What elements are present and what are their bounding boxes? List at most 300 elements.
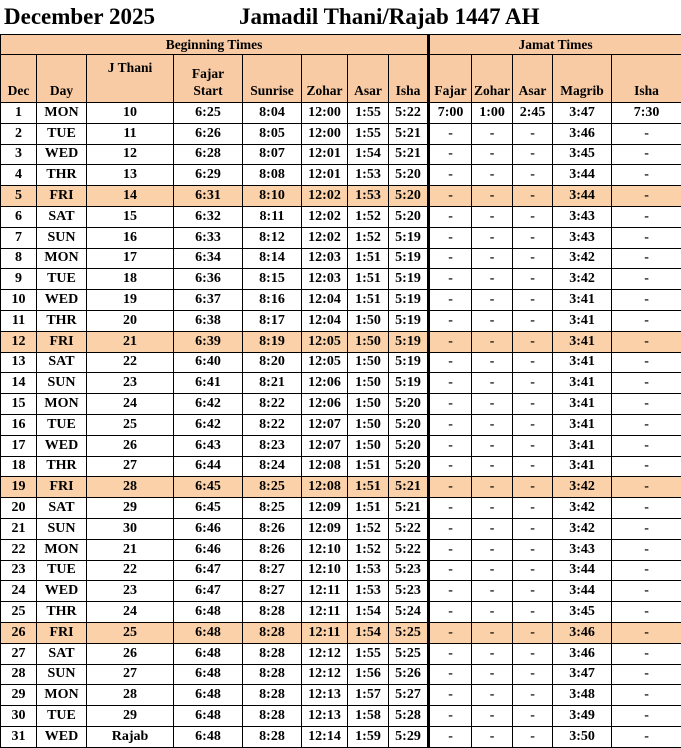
isha-cell: 5:23 bbox=[389, 581, 429, 602]
asar-cell: 1:50 bbox=[348, 394, 389, 415]
table-row bbox=[1, 726, 681, 747]
sunrise-cell: 8:16 bbox=[243, 290, 302, 311]
jamat-magrib-cell: 3:47 bbox=[553, 103, 612, 124]
isha-cell: 5:20 bbox=[389, 186, 429, 207]
jamat-isha-cell: - bbox=[612, 394, 681, 415]
jamat-zohar-cell: - bbox=[472, 123, 513, 144]
jamat-fajar-cell: - bbox=[429, 331, 472, 352]
fajar-start-cell: 6:42 bbox=[174, 394, 243, 415]
date-cell: 13 bbox=[1, 352, 37, 373]
sunrise-cell: 8:22 bbox=[243, 414, 302, 435]
jamat-fajar-cell: 7:00 bbox=[429, 103, 472, 124]
jamat-fajar-cell: - bbox=[429, 123, 472, 144]
jamat-magrib-cell: 3:42 bbox=[553, 269, 612, 290]
jamat-magrib-cell: 3:43 bbox=[553, 206, 612, 227]
day-cell: SUN bbox=[37, 227, 87, 248]
hijri-date-cell: 29 bbox=[87, 706, 174, 727]
jamat-isha-cell: - bbox=[612, 331, 681, 352]
asar-cell: 1:53 bbox=[348, 165, 389, 186]
isha-cell: 5:20 bbox=[389, 394, 429, 415]
sunrise-cell: 8:15 bbox=[243, 269, 302, 290]
date-cell: 12 bbox=[1, 331, 37, 352]
jamat-times-header: Jamat Times bbox=[429, 35, 681, 55]
hijri-date-cell: 28 bbox=[87, 685, 174, 706]
hijri-date-cell: 25 bbox=[87, 622, 174, 643]
jamat-isha-cell: - bbox=[612, 726, 681, 747]
sunrise-cell: 8:19 bbox=[243, 331, 302, 352]
jamat-zohar-cell: - bbox=[472, 518, 513, 539]
hijri-date-cell: 19 bbox=[87, 290, 174, 311]
isha-cell: 5:21 bbox=[389, 477, 429, 498]
jamat-isha-cell: - bbox=[612, 664, 681, 685]
asar-cell: 1:51 bbox=[348, 456, 389, 477]
hijri-date-cell: 21 bbox=[87, 331, 174, 352]
isha-cell: 5:19 bbox=[389, 310, 429, 331]
fajar-start-cell: 6:34 bbox=[174, 248, 243, 269]
asar-cell: 1:51 bbox=[348, 248, 389, 269]
asar-cell: 1:55 bbox=[348, 103, 389, 124]
zohar-cell: 12:02 bbox=[302, 186, 348, 207]
asar-cell: 1:51 bbox=[348, 477, 389, 498]
jamat-magrib-cell: 3:41 bbox=[553, 435, 612, 456]
jamat-zohar-cell: - bbox=[472, 560, 513, 581]
jamat-isha-cell: - bbox=[612, 352, 681, 373]
jamat-asar-cell: 2:45 bbox=[513, 103, 553, 124]
table-row bbox=[1, 186, 681, 207]
sunrise-cell: 8:26 bbox=[243, 518, 302, 539]
hijri-date-cell: 27 bbox=[87, 456, 174, 477]
jamat-asar-cell: - bbox=[513, 310, 553, 331]
jamat-magrib-cell: 3:49 bbox=[553, 706, 612, 727]
hijri-date-cell: 27 bbox=[87, 664, 174, 685]
isha-cell: 5:26 bbox=[389, 664, 429, 685]
day-cell: TUE bbox=[37, 560, 87, 581]
col-jamat-asar: Asar bbox=[513, 55, 553, 103]
jamat-magrib-cell: 3:46 bbox=[553, 643, 612, 664]
jamat-fajar-cell: - bbox=[429, 643, 472, 664]
date-cell: 28 bbox=[1, 664, 37, 685]
table-row bbox=[1, 539, 681, 560]
day-cell: FRI bbox=[37, 186, 87, 207]
jamat-isha-cell: - bbox=[612, 414, 681, 435]
sunrise-cell: 8:21 bbox=[243, 373, 302, 394]
jamat-zohar-cell: - bbox=[472, 165, 513, 186]
zohar-cell: 12:06 bbox=[302, 394, 348, 415]
date-cell: 22 bbox=[1, 539, 37, 560]
fajar-start-cell: 6:45 bbox=[174, 477, 243, 498]
isha-cell: 5:19 bbox=[389, 248, 429, 269]
jamat-zohar-cell: - bbox=[472, 456, 513, 477]
zohar-cell: 12:12 bbox=[302, 664, 348, 685]
jamat-isha-cell: - bbox=[612, 581, 681, 602]
jamat-isha-cell: - bbox=[612, 602, 681, 623]
day-cell: SAT bbox=[37, 206, 87, 227]
jamat-magrib-cell: 3:47 bbox=[553, 664, 612, 685]
sunrise-cell: 8:20 bbox=[243, 352, 302, 373]
sunrise-cell: 8:14 bbox=[243, 248, 302, 269]
jamat-magrib-cell: 3:41 bbox=[553, 290, 612, 311]
sunrise-cell: 8:28 bbox=[243, 706, 302, 727]
fajar-start-cell: 6:37 bbox=[174, 290, 243, 311]
jamat-zohar-cell: - bbox=[472, 726, 513, 747]
zohar-cell: 12:14 bbox=[302, 726, 348, 747]
jamat-fajar-cell: - bbox=[429, 144, 472, 165]
sunrise-cell: 8:25 bbox=[243, 498, 302, 519]
date-cell: 11 bbox=[1, 310, 37, 331]
jamat-magrib-cell: 3:44 bbox=[553, 165, 612, 186]
asar-cell: 1:53 bbox=[348, 581, 389, 602]
zohar-cell: 12:03 bbox=[302, 269, 348, 290]
day-cell: THR bbox=[37, 165, 87, 186]
jamat-isha-cell: - bbox=[612, 248, 681, 269]
jamat-asar-cell: - bbox=[513, 539, 553, 560]
day-cell: WED bbox=[37, 726, 87, 747]
asar-cell: 1:50 bbox=[348, 435, 389, 456]
jamat-isha-cell: - bbox=[612, 622, 681, 643]
zohar-cell: 12:07 bbox=[302, 435, 348, 456]
hijri-date-cell: 23 bbox=[87, 373, 174, 394]
asar-cell: 1:50 bbox=[348, 373, 389, 394]
jamat-asar-cell: - bbox=[513, 456, 553, 477]
date-cell: 4 bbox=[1, 165, 37, 186]
hijri-date-cell: 18 bbox=[87, 269, 174, 290]
jamat-zohar-cell: - bbox=[472, 206, 513, 227]
sunrise-cell: 8:08 bbox=[243, 165, 302, 186]
table-row bbox=[1, 435, 681, 456]
jamat-zohar-cell: - bbox=[472, 248, 513, 269]
jamat-fajar-cell: - bbox=[429, 518, 472, 539]
sunrise-cell: 8:23 bbox=[243, 435, 302, 456]
day-cell: THR bbox=[37, 602, 87, 623]
fajar-start-cell: 6:25 bbox=[174, 103, 243, 124]
fajar-start-cell: 6:28 bbox=[174, 144, 243, 165]
date-cell: 20 bbox=[1, 498, 37, 519]
isha-cell: 5:20 bbox=[389, 414, 429, 435]
hijri-date-cell: 28 bbox=[87, 477, 174, 498]
jamat-isha-cell: - bbox=[612, 310, 681, 331]
zohar-cell: 12:05 bbox=[302, 352, 348, 373]
jamat-zohar-cell: - bbox=[472, 498, 513, 519]
sunrise-cell: 8:28 bbox=[243, 643, 302, 664]
zohar-cell: 12:05 bbox=[302, 331, 348, 352]
jamat-magrib-cell: 3:41 bbox=[553, 352, 612, 373]
asar-cell: 1:50 bbox=[348, 414, 389, 435]
fajar-start-cell: 6:46 bbox=[174, 518, 243, 539]
asar-cell: 1:54 bbox=[348, 602, 389, 623]
date-cell: 1 bbox=[1, 103, 37, 124]
hijri-month-title: Jamadil Thani/Rajab 1447 AH bbox=[239, 3, 540, 31]
jamat-magrib-cell: 3:45 bbox=[553, 144, 612, 165]
col-jamat-magrib: Magrib bbox=[553, 55, 612, 103]
jamat-zohar-cell: - bbox=[472, 373, 513, 394]
zohar-cell: 12:04 bbox=[302, 290, 348, 311]
day-cell: SAT bbox=[37, 352, 87, 373]
fajar-start-cell: 6:39 bbox=[174, 331, 243, 352]
sunrise-cell: 8:25 bbox=[243, 477, 302, 498]
jamat-isha-cell: - bbox=[612, 227, 681, 248]
day-cell: TUE bbox=[37, 414, 87, 435]
jamat-fajar-cell: - bbox=[429, 560, 472, 581]
table-row bbox=[1, 394, 681, 415]
zohar-cell: 12:02 bbox=[302, 227, 348, 248]
table-row bbox=[1, 373, 681, 394]
jamat-zohar-cell: - bbox=[472, 581, 513, 602]
asar-cell: 1:50 bbox=[348, 331, 389, 352]
fajar-start-cell: 6:47 bbox=[174, 560, 243, 581]
jamat-asar-cell: - bbox=[513, 186, 553, 207]
jamat-zohar-cell: - bbox=[472, 643, 513, 664]
jamat-magrib-cell: 3:46 bbox=[553, 622, 612, 643]
sunrise-cell: 8:28 bbox=[243, 664, 302, 685]
jamat-asar-cell: - bbox=[513, 435, 553, 456]
date-cell: 9 bbox=[1, 269, 37, 290]
jamat-isha-cell: - bbox=[612, 456, 681, 477]
jamat-zohar-cell: - bbox=[472, 352, 513, 373]
day-cell: MON bbox=[37, 685, 87, 706]
jamat-zohar-cell: - bbox=[472, 394, 513, 415]
fajar-start-cell: 6:42 bbox=[174, 414, 243, 435]
isha-cell: 5:28 bbox=[389, 706, 429, 727]
jamat-asar-cell: - bbox=[513, 602, 553, 623]
jamat-fajar-cell: - bbox=[429, 685, 472, 706]
hijri-date-cell: 24 bbox=[87, 602, 174, 623]
fajar-start-cell: 6:41 bbox=[174, 373, 243, 394]
jamat-magrib-cell: 3:42 bbox=[553, 248, 612, 269]
col-sunrise: Sunrise bbox=[243, 55, 302, 103]
jamat-fajar-cell: - bbox=[429, 726, 472, 747]
sunrise-cell: 8:24 bbox=[243, 456, 302, 477]
sunrise-cell: 8:04 bbox=[243, 103, 302, 124]
jamat-magrib-cell: 3:41 bbox=[553, 394, 612, 415]
jamat-zohar-cell: - bbox=[472, 539, 513, 560]
day-cell: SAT bbox=[37, 643, 87, 664]
jamat-isha-cell: - bbox=[612, 498, 681, 519]
asar-cell: 1:58 bbox=[348, 706, 389, 727]
jamat-asar-cell: - bbox=[513, 518, 553, 539]
isha-cell: 5:21 bbox=[389, 144, 429, 165]
zohar-cell: 12:02 bbox=[302, 206, 348, 227]
hijri-date-cell: 16 bbox=[87, 227, 174, 248]
isha-cell: 5:20 bbox=[389, 435, 429, 456]
jamat-magrib-cell: 3:41 bbox=[553, 331, 612, 352]
zohar-cell: 12:06 bbox=[302, 373, 348, 394]
day-cell: WED bbox=[37, 144, 87, 165]
sunrise-cell: 8:05 bbox=[243, 123, 302, 144]
date-cell: 31 bbox=[1, 726, 37, 747]
jamat-asar-cell: - bbox=[513, 331, 553, 352]
jamat-fajar-cell: - bbox=[429, 269, 472, 290]
jamat-fajar-cell: - bbox=[429, 456, 472, 477]
jamat-isha-cell: - bbox=[612, 123, 681, 144]
jamat-isha-cell: - bbox=[612, 539, 681, 560]
jamat-zohar-cell: - bbox=[472, 144, 513, 165]
hijri-date-cell: 11 bbox=[87, 123, 174, 144]
table-row bbox=[1, 123, 681, 144]
table-row bbox=[1, 602, 681, 623]
jamat-fajar-cell: - bbox=[429, 664, 472, 685]
date-cell: 23 bbox=[1, 560, 37, 581]
sunrise-cell: 8:28 bbox=[243, 622, 302, 643]
table-row bbox=[1, 581, 681, 602]
zohar-cell: 12:01 bbox=[302, 144, 348, 165]
jamat-fajar-cell: - bbox=[429, 414, 472, 435]
fajar-start-cell: 6:32 bbox=[174, 206, 243, 227]
isha-cell: 5:22 bbox=[389, 539, 429, 560]
jamat-asar-cell: - bbox=[513, 269, 553, 290]
date-cell: 10 bbox=[1, 290, 37, 311]
zohar-cell: 12:08 bbox=[302, 456, 348, 477]
jamat-magrib-cell: 3:42 bbox=[553, 477, 612, 498]
jamat-isha-cell: - bbox=[612, 685, 681, 706]
asar-cell: 1:50 bbox=[348, 352, 389, 373]
hijri-date-cell: 15 bbox=[87, 206, 174, 227]
isha-cell: 5:20 bbox=[389, 206, 429, 227]
jamat-asar-cell: - bbox=[513, 165, 553, 186]
jamat-zohar-cell: - bbox=[472, 706, 513, 727]
jamat-asar-cell: - bbox=[513, 477, 553, 498]
hijri-date-cell: 29 bbox=[87, 498, 174, 519]
day-cell: FRI bbox=[37, 331, 87, 352]
isha-cell: 5:25 bbox=[389, 643, 429, 664]
fajar-start-cell: 6:38 bbox=[174, 310, 243, 331]
table-row bbox=[1, 456, 681, 477]
date-cell: 30 bbox=[1, 706, 37, 727]
jamat-fajar-cell: - bbox=[429, 165, 472, 186]
table-row bbox=[1, 290, 681, 311]
day-cell: FRI bbox=[37, 477, 87, 498]
table-row bbox=[1, 165, 681, 186]
jamat-fajar-cell: - bbox=[429, 248, 472, 269]
zohar-cell: 12:04 bbox=[302, 310, 348, 331]
date-cell: 15 bbox=[1, 394, 37, 415]
date-cell: 25 bbox=[1, 602, 37, 623]
fajar-start-cell: 6:48 bbox=[174, 622, 243, 643]
day-cell: WED bbox=[37, 581, 87, 602]
isha-cell: 5:24 bbox=[389, 602, 429, 623]
date-cell: 3 bbox=[1, 144, 37, 165]
zohar-cell: 12:01 bbox=[302, 165, 348, 186]
isha-cell: 5:22 bbox=[389, 103, 429, 124]
fajar-start-cell: 6:40 bbox=[174, 352, 243, 373]
asar-cell: 1:53 bbox=[348, 186, 389, 207]
beginning-times-header: Beginning Times bbox=[1, 35, 429, 55]
jamat-isha-cell: - bbox=[612, 373, 681, 394]
jamat-fajar-cell: - bbox=[429, 498, 472, 519]
table-row bbox=[1, 414, 681, 435]
table-row bbox=[1, 310, 681, 331]
col-jamat-zohar: Zohar bbox=[472, 55, 513, 103]
table-row bbox=[1, 498, 681, 519]
jamat-asar-cell: - bbox=[513, 394, 553, 415]
jamat-fajar-cell: - bbox=[429, 206, 472, 227]
jamat-isha-cell: - bbox=[612, 269, 681, 290]
jamat-zohar-cell: - bbox=[472, 186, 513, 207]
jamat-zohar-cell: - bbox=[472, 310, 513, 331]
col-dec: Dec bbox=[1, 55, 37, 103]
jamat-magrib-cell: 3:44 bbox=[553, 581, 612, 602]
asar-cell: 1:52 bbox=[348, 539, 389, 560]
jamat-zohar-cell: - bbox=[472, 622, 513, 643]
jamat-fajar-cell: - bbox=[429, 539, 472, 560]
table-row bbox=[1, 144, 681, 165]
isha-cell: 5:25 bbox=[389, 622, 429, 643]
jamat-fajar-cell: - bbox=[429, 581, 472, 602]
jamat-magrib-cell: 3:42 bbox=[553, 498, 612, 519]
jamat-asar-cell: - bbox=[513, 227, 553, 248]
jamat-fajar-cell: - bbox=[429, 373, 472, 394]
table-row bbox=[1, 643, 681, 664]
jamat-zohar-cell: - bbox=[472, 331, 513, 352]
day-cell: TUE bbox=[37, 269, 87, 290]
jamat-magrib-cell: 3:46 bbox=[553, 123, 612, 144]
sunrise-cell: 8:17 bbox=[243, 310, 302, 331]
asar-cell: 1:52 bbox=[348, 518, 389, 539]
asar-cell: 1:56 bbox=[348, 664, 389, 685]
asar-cell: 1:51 bbox=[348, 498, 389, 519]
jamat-magrib-cell: 3:45 bbox=[553, 602, 612, 623]
date-cell: 2 bbox=[1, 123, 37, 144]
fajar-start-cell: 6:29 bbox=[174, 165, 243, 186]
date-cell: 6 bbox=[1, 206, 37, 227]
zohar-cell: 12:00 bbox=[302, 123, 348, 144]
jamat-magrib-cell: 3:42 bbox=[553, 518, 612, 539]
hijri-date-cell: 26 bbox=[87, 435, 174, 456]
day-cell: SUN bbox=[37, 664, 87, 685]
zohar-cell: 12:00 bbox=[302, 103, 348, 124]
zohar-cell: 12:07 bbox=[302, 414, 348, 435]
jamat-fajar-cell: - bbox=[429, 602, 472, 623]
jamat-fajar-cell: - bbox=[429, 227, 472, 248]
jamat-magrib-cell: 3:41 bbox=[553, 414, 612, 435]
fajar-start-cell: 6:48 bbox=[174, 706, 243, 727]
jamat-asar-cell: - bbox=[513, 622, 553, 643]
isha-cell: 5:21 bbox=[389, 123, 429, 144]
asar-cell: 1:57 bbox=[348, 685, 389, 706]
jamat-magrib-cell: 3:44 bbox=[553, 560, 612, 581]
asar-cell: 1:55 bbox=[348, 643, 389, 664]
table-row bbox=[1, 685, 681, 706]
jamat-magrib-cell: 3:50 bbox=[553, 726, 612, 747]
day-cell: THR bbox=[37, 456, 87, 477]
zohar-cell: 12:10 bbox=[302, 539, 348, 560]
table-row bbox=[1, 622, 681, 643]
fajar-start-cell: 6:31 bbox=[174, 186, 243, 207]
jamat-isha-cell: - bbox=[612, 206, 681, 227]
sunrise-cell: 8:26 bbox=[243, 539, 302, 560]
table-row bbox=[1, 103, 681, 124]
jamat-asar-cell: - bbox=[513, 352, 553, 373]
zohar-cell: 12:08 bbox=[302, 477, 348, 498]
jamat-asar-cell: - bbox=[513, 643, 553, 664]
day-cell: MON bbox=[37, 248, 87, 269]
date-cell: 16 bbox=[1, 414, 37, 435]
table-row bbox=[1, 706, 681, 727]
hijri-date-cell: 30 bbox=[87, 518, 174, 539]
jamat-fajar-cell: - bbox=[429, 706, 472, 727]
day-cell: MON bbox=[37, 539, 87, 560]
asar-cell: 1:50 bbox=[348, 310, 389, 331]
date-cell: 17 bbox=[1, 435, 37, 456]
sunrise-cell: 8:28 bbox=[243, 726, 302, 747]
jamat-isha-cell: - bbox=[612, 560, 681, 581]
jamat-zohar-cell: - bbox=[472, 290, 513, 311]
asar-cell: 1:59 bbox=[348, 726, 389, 747]
date-cell: 8 bbox=[1, 248, 37, 269]
jamat-asar-cell: - bbox=[513, 498, 553, 519]
isha-cell: 5:19 bbox=[389, 352, 429, 373]
day-cell: FRI bbox=[37, 622, 87, 643]
hijri-date-cell: 22 bbox=[87, 352, 174, 373]
